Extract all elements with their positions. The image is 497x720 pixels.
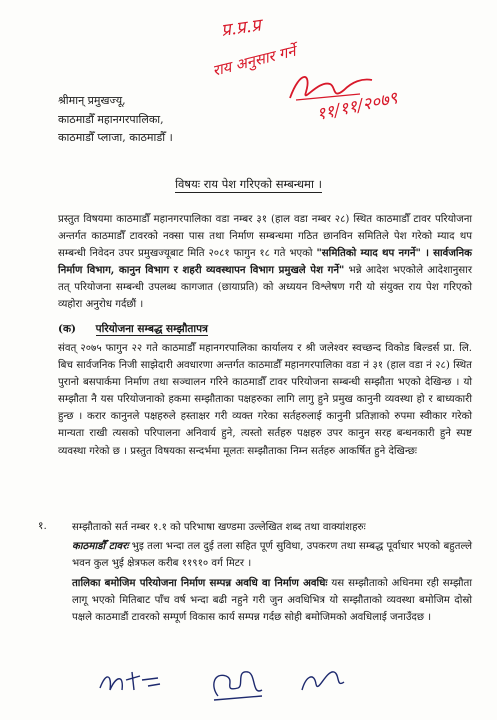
item-heading: सम्झौताको सर्त नम्बर १.१ को परिभाषा खण्डमा उल्लेखित शब्द तथा वाक्यांशहरुः (72, 522, 366, 533)
subject-text: विषयः राय पेश गरिएको सम्बन्धमा । (175, 177, 322, 191)
signature-left (100, 672, 160, 690)
section-title: परियोजना सम्बद्ध सम्झौतापत्र (95, 323, 208, 335)
intro-text-1: प्रस्तुत विषयमा काठमाडौँ महानगरपालिका वडा नम्बर ३१ (हाल वडा नम्बर २८) स्थित काठमाडौँ टावर परियोजना अन्तर्गत काठमाडौँ टावरको नक्सा पास तथा निर्माण सम्बन्धमा गठित छानविन समितिले पेश गरेको म्याद थप सम्बन्धी निवेदन उपर प्रमुखज्यूबाट मिति २०८१ फागुन १८ गते भएको (58, 214, 472, 260)
intro-paragraph (58, 211, 472, 314)
note-line1: प्र.प्र.प्र (219, 15, 263, 41)
subject-line (0, 177, 497, 192)
section-heading (58, 322, 208, 336)
note-date: ११/११/२०७९ (314, 88, 400, 125)
signature-middle (214, 672, 262, 700)
intro-text-3: भन्ने आदेश भएकोले आदेशानुसार तत् परियोजना सम्बन्धी उपलब्ध कागजात (छायाप्रति) को अध्ययन विश्लेषण गरी यो संयुक्त राय पेश गरिएको व्यहोरा अनुरोध गर्दछौं । (58, 265, 472, 311)
term-construction-period: तालिका बमोजिम परियोजना निर्माण सम्पन्न अवधि वा निर्माण अवधिः (72, 577, 328, 589)
intro-quote: "समितिको म्याद थप नगर्ने" (316, 247, 421, 260)
definition-construction-period (72, 575, 472, 626)
definition-kathmandu-tower (72, 538, 472, 572)
address-line1: श्रीमान् प्रमुखज्यू, (58, 94, 126, 107)
definition-text-2: यस सम्झौताको अधिनमा रही सम्झौता लागू भएको मितिबाट पाँच वर्ष भन्दा बढी नहुने गरी जुन अवधिभित्र यो सम्झौताको व्यवस्था बमोजिम दोस्रो पक्षले काठमाडौं टावरको सम्पूर्ण विकास कार्य सम्पन्न गर्दछ सोही बमोजिमको अवधिलाई जनाउँदछ । (72, 578, 472, 624)
signature-right (302, 672, 344, 690)
address-line3: काठमाडौँ प्लाजा, काठमाडौँ । (58, 131, 173, 144)
item-number: १. (38, 520, 47, 532)
address-line2: काठमाडौँ महानगरपालिका, (58, 112, 164, 126)
section-body-paragraph: संवत् २०७५ फागुन २२ गते काठमाडौँ महानगरपालिका कार्यालय र श्री जलेश्वर स्वच्छन्द विकोड बिल्डर्स प्रा. लि. बिच सार्वजनिक निजी साझेदारी अवधारणा अन्तर्गत काठमाडौँ महानगरपालिका वडा नं ३१ (हाल वडा नं २८) स्थित पुरानो बसपार्कमा निर्माण तथा सञ्चालन गरिने काठमाडौँ टावर परियोजना सम्बन्धी सम्झौता भएको देखिन्छ । यो सम्झौता नै यस परियोजनाको हकमा सम्झौताका पक्षहरुका लागि लागु हुने प्रमुख कानुनी व्यवस्था हो र बाध्यकारी हुन्छ । करार कानुनले पक्षहरुले हस्ताक्षर गरी व्यक्त गरेका सर्तहरुलाई कानुनी प्रतिज्ञाको रुपमा स्वीकार गरेको मान्यता राखी त्यसको परिपालना अनिवार्य हुने, त्यस्तो सर्तहरु पक्षहरु उपर कानुन सरह बन्धनकारी हुने स्पष्ट व्यवस्था गरेको छ । प्रस्तुत विषयका सन्दर्भमा मूलतः सम्झौताका निम्न सर्तहरु आकर्षित हुने देखिन्छः (58, 343, 472, 457)
note-line2: राय अनुसार गर्ने (210, 41, 298, 80)
red-handwritten-note (211, 15, 401, 125)
term-kathmandu-tower: काठमाडौँ टावरः (72, 540, 129, 552)
section-label: (क) (58, 323, 76, 335)
intro-text-2: । सार्वजनिक निर्माण विभाग, कानुन विभाग र शहरी व्यवस्थापन विभाग प्रमुखले पेश गर्ने" (58, 247, 472, 277)
recipient-address (58, 92, 173, 148)
definition-text-1: भुइ तला भन्दा तल दुई तला सहित पूर्ण सुविधा, उपकरण तथा सम्बद्ध पूर्वाधार भएको बहुतल्ले भवन कुल भुई क्षेत्रफल करीब ११९१० वर्ग मिटर । (72, 541, 472, 570)
